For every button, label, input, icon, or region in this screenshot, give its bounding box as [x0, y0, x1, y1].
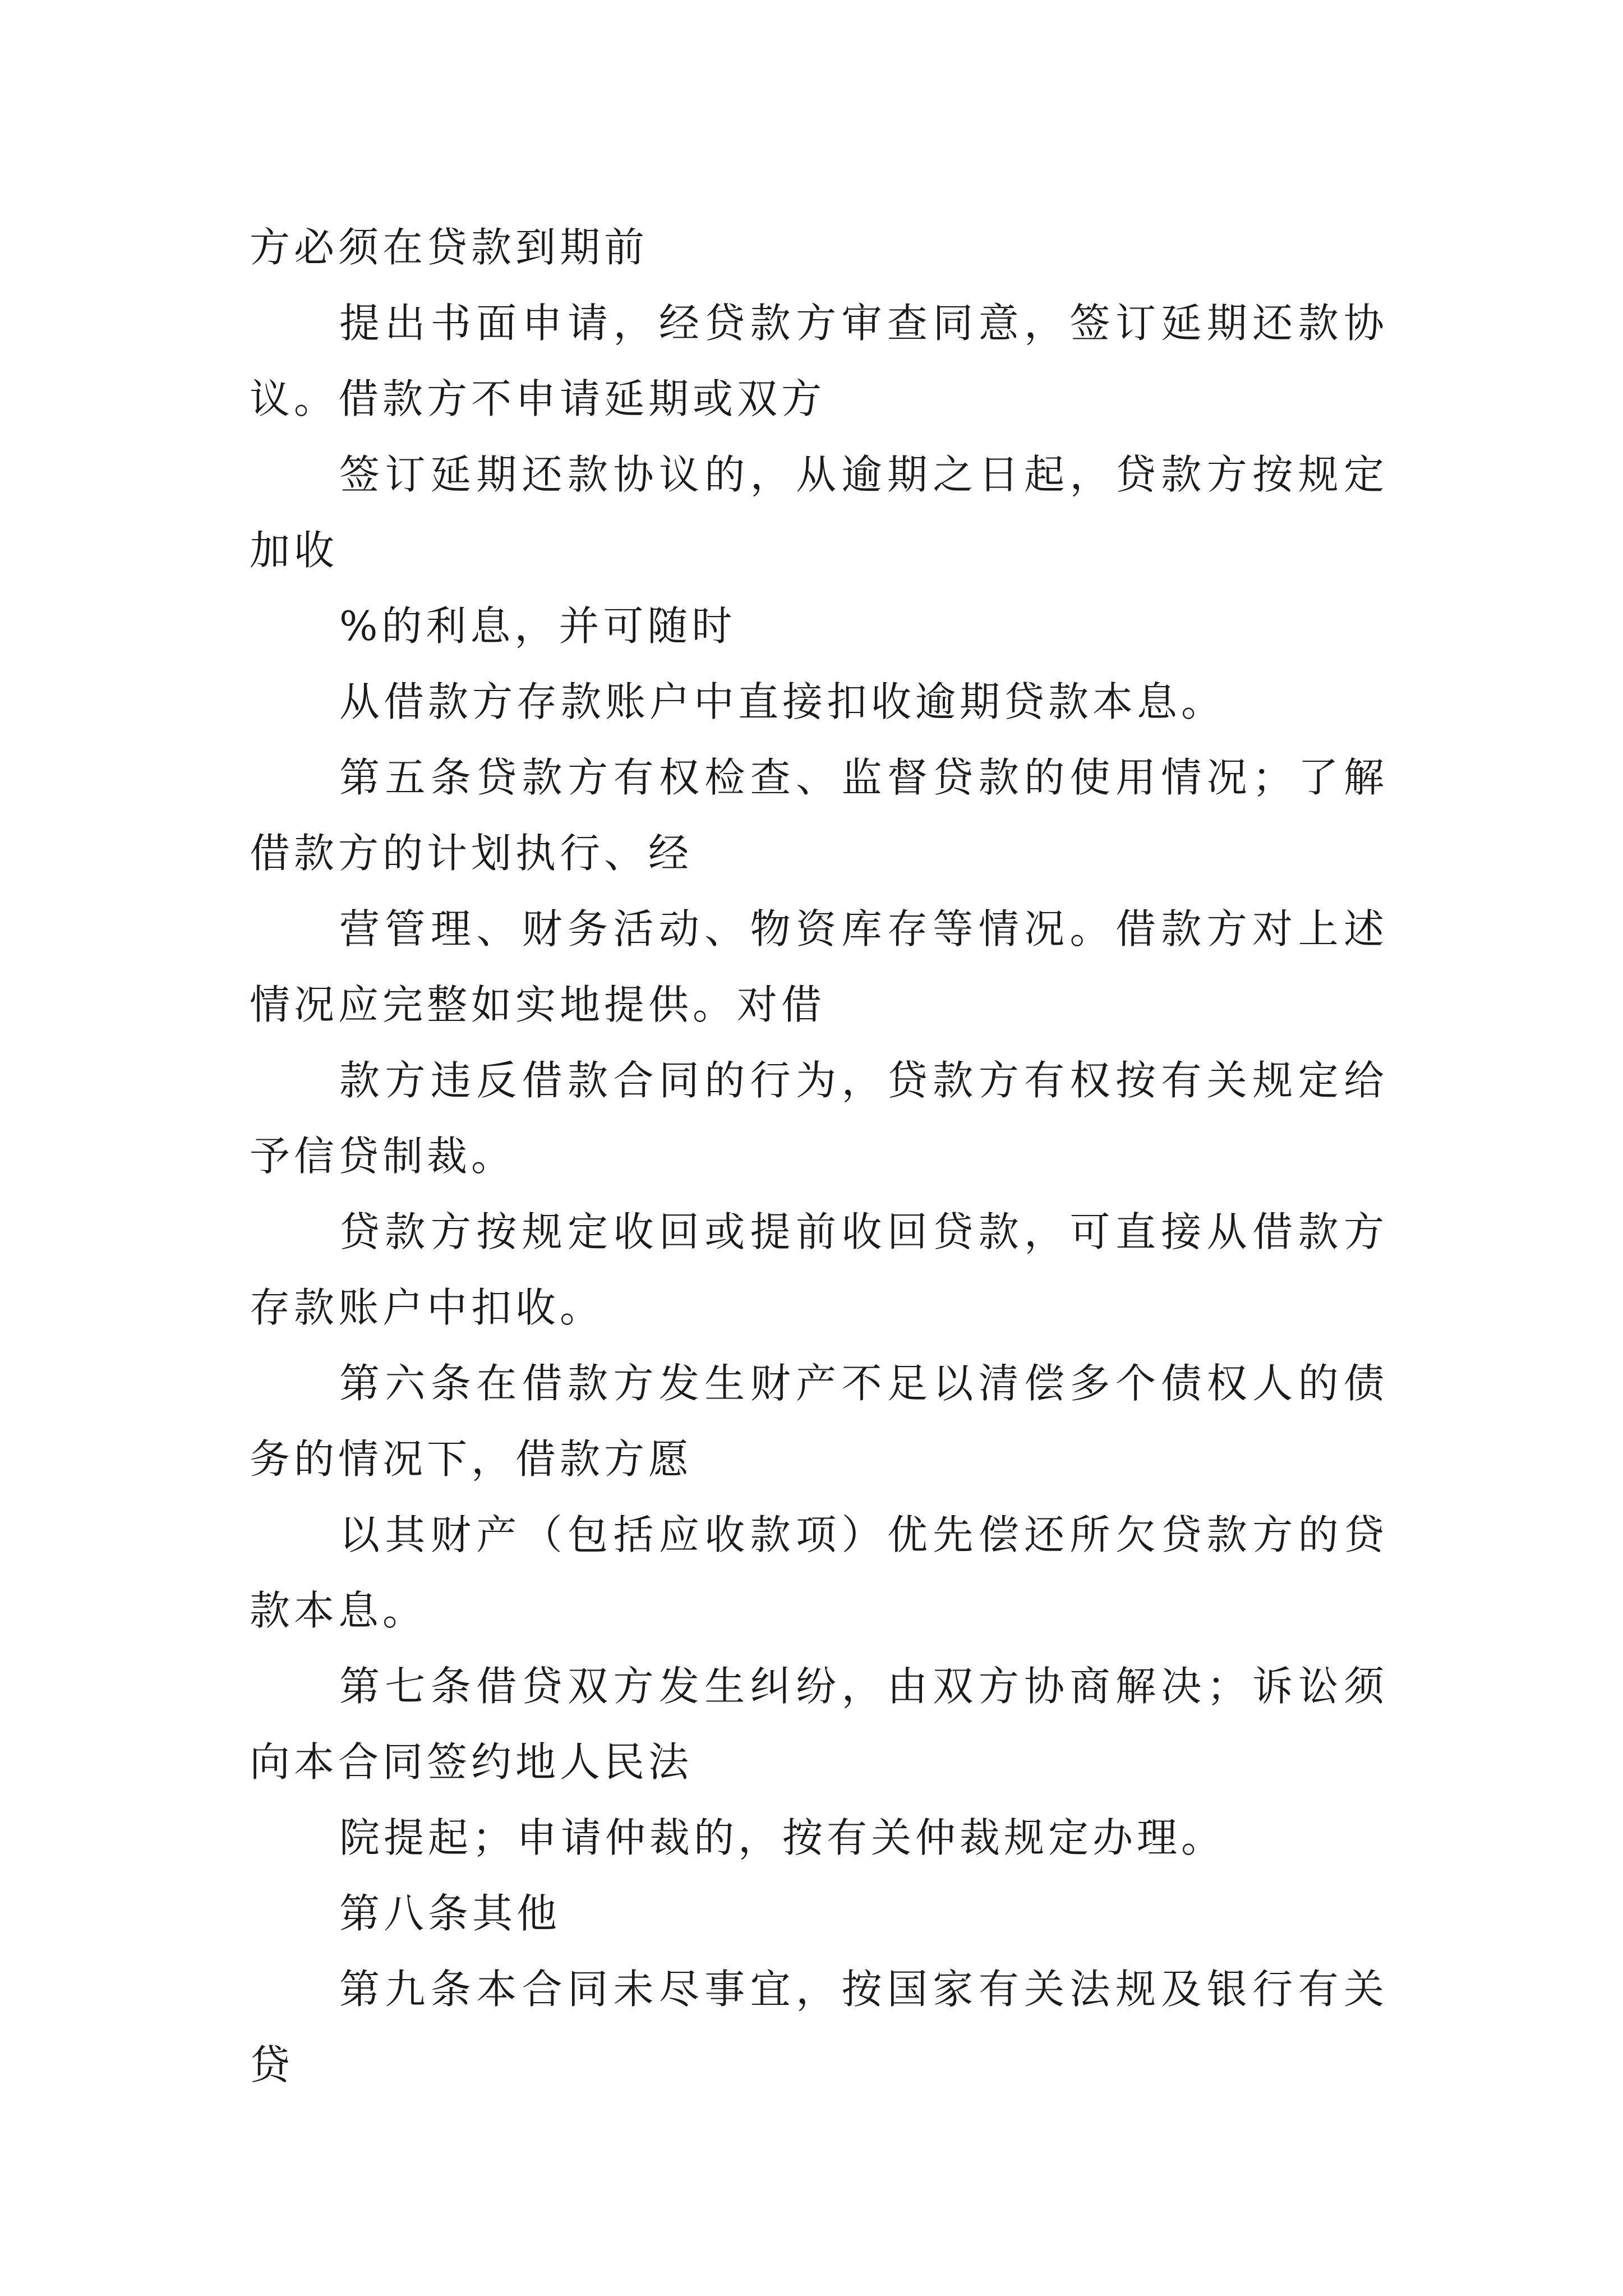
paragraph-article-7-arbitration: 院提起；申请仲裁的，按有关仲裁规定办理。 — [339, 1814, 1226, 1861]
paragraph-article-5-management: 营管理、财务活动、物资库存等情况。借款方对上述情况应完整如实地提供。对借 — [250, 905, 1388, 1028]
paragraph-article-5-sanction: 款方违反借款合同的行为，贷款方有权按有关规定给予信贷制裁。 — [250, 1057, 1388, 1180]
paragraph-article-6: 第六条在借款方发生财产不足以清偿多个债权人的债务的情况下，借款方愿 — [250, 1360, 1388, 1483]
paragraph-article-8: 第八条其他 — [339, 1890, 561, 1937]
paragraph-article-5: 第五条贷款方有权检查、监督贷款的使用情况；了解借款方的计划执行、经 — [250, 754, 1388, 877]
paragraph-extension-request: 提出书面申请，经贷款方审查同意，签订延期还款协议。借款方不申请延期或双方 — [250, 300, 1388, 422]
paragraph-continuation: 方必须在贷款到期前 — [250, 224, 649, 271]
paragraph-direct-deduction: 从借款方存款账户中直接扣收逾期贷款本息。 — [339, 678, 1226, 725]
paragraph-article-9: 第九条本合同未尽事宜，按国家有关法规及银行有关贷 — [250, 1966, 1388, 2088]
paragraph-interest-rate: %的利息，并可随时 — [339, 602, 736, 650]
paragraph-overdue-surcharge: 签订延期还款协议的，从逾期之日起，贷款方按规定加收 — [250, 451, 1388, 574]
paragraph-article-6-priority: 以其财产（包括应收款项）优先偿还所欠贷款方的贷款本息。 — [250, 1511, 1388, 1634]
paragraph-article-7: 第七条借贷双方发生纠纷，由双方协商解决；诉讼须向本合同签约地人民法 — [250, 1663, 1388, 1786]
document-body — [250, 210, 1388, 2103]
paragraph-article-5-recovery: 贷款方按规定收回或提前收回贷款，可直接从借款方存款账户中扣收。 — [250, 1208, 1388, 1331]
